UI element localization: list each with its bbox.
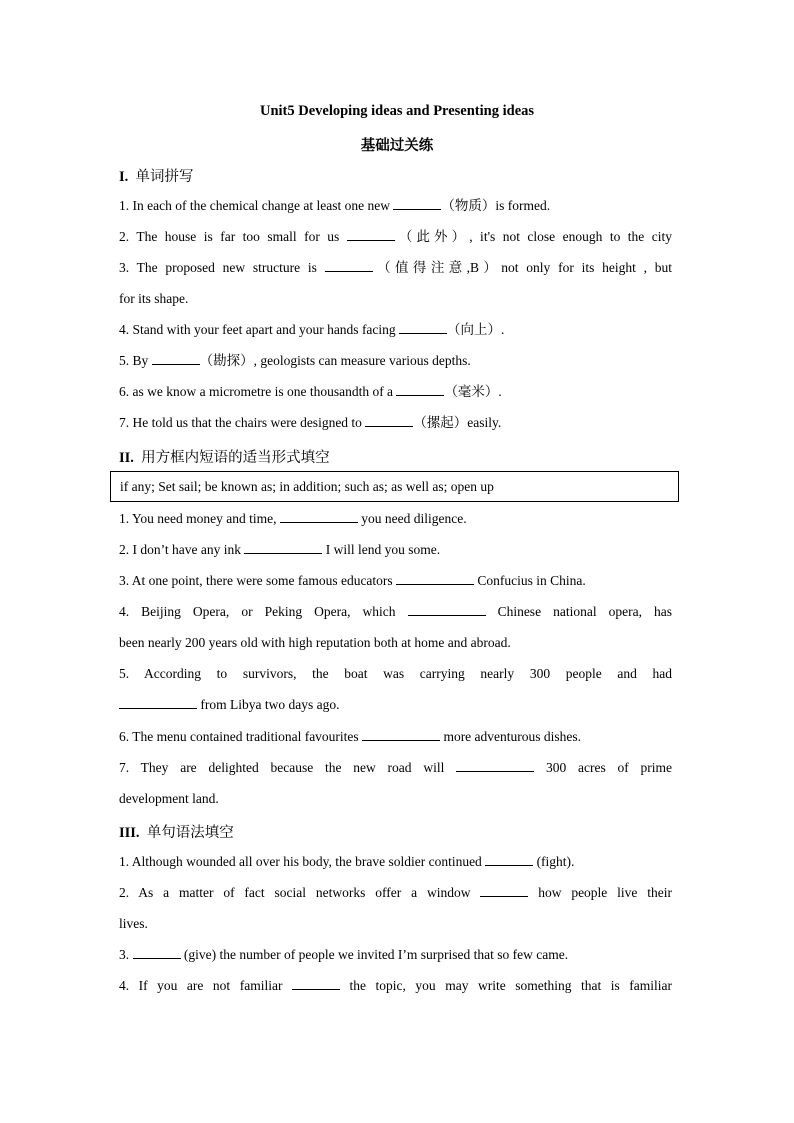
answer-blank[interactable]	[399, 321, 447, 334]
s3-question-3: 3. (give) the number of people we invited I’m surprised that so few came.	[119, 947, 569, 962]
s1-question-4: 4. Stand with your feet apart and your hands facing （向上）.	[119, 322, 505, 337]
section-3-number: III.	[119, 825, 140, 841]
answer-blank[interactable]	[152, 352, 200, 365]
section-3-title: 单句语法填空	[146, 825, 234, 841]
s2-question-2: 2. I don’t have any ink I will lend you some.	[119, 542, 441, 557]
answer-blank[interactable]	[280, 510, 358, 523]
answer-blank[interactable]	[396, 572, 474, 585]
s2-question-6: 6. The menu contained traditional favourites more adventurous dishes.	[119, 729, 582, 744]
s3-question-1: 1. Although wounded all over his body, the brave soldier continued (fight).	[119, 854, 575, 869]
answer-blank[interactable]	[119, 696, 197, 709]
section-1-title: 单词拼写	[135, 169, 194, 185]
s3-question-2: 2. As a matter of fact social networks offer a window how people live their	[119, 885, 673, 900]
s1-question-1: 1. In each of the chemical change at least one new （物质）is formed.	[119, 198, 551, 213]
answer-blank[interactable]	[365, 414, 413, 427]
s2-question-7: 7. They are delighted because the new road will 300 acres of prime	[119, 760, 673, 775]
s1-question-3: 3. The proposed new structure is （值得注意,B）not only for its height , but	[119, 260, 673, 275]
s3-question-4: 4. If you are not familiar the topic, you may write something that is familiar	[119, 978, 673, 993]
answer-blank[interactable]	[408, 603, 486, 616]
answer-blank[interactable]	[244, 541, 322, 554]
phrase-box: if any; Set sail; be known as; in addition; such as; as well as; open up	[110, 471, 679, 502]
section-3-heading	[119, 821, 234, 842]
answer-blank[interactable]	[362, 728, 440, 741]
answer-blank[interactable]	[325, 259, 373, 272]
page-subtitle: 基础过关练	[360, 138, 434, 154]
answer-blank[interactable]	[485, 853, 533, 866]
s2-question-4-continued: been nearly 200 years old with high reputation both at home and abroad.	[119, 635, 511, 650]
section-1-number: I.	[119, 169, 129, 185]
s1-question-3-continued: for its shape.	[119, 291, 189, 306]
answer-blank[interactable]	[133, 946, 181, 959]
s1-question-5: 5. By （勘探）, geologists can measure various depths.	[119, 353, 471, 368]
s2-question-3: 3. At one point, there were some famous educators Confucius in China.	[119, 573, 586, 588]
section-2-number: II.	[119, 450, 134, 466]
answer-blank[interactable]	[396, 383, 444, 396]
s2-question-5: 5. According to survivors, the boat was carrying nearly 300 people and had	[119, 666, 672, 681]
section-1-heading	[119, 165, 194, 186]
section-2-title: 用方框内短语的适当形式填空	[141, 450, 330, 466]
answer-blank[interactable]	[292, 977, 340, 990]
answer-blank[interactable]	[456, 759, 534, 772]
s3-question-2-continued: lives.	[119, 916, 148, 931]
s2-question-7-continued: development land.	[119, 791, 219, 806]
s2-question-5-continued: from Libya two days ago.	[119, 696, 672, 714]
s1-question-7: 7. He told us that the chairs were designed to （摞起）easily.	[119, 415, 502, 430]
answer-blank[interactable]	[393, 197, 441, 210]
s2-question-1: 1. You need money and time, you need diligence.	[119, 511, 467, 526]
s2-question-4: 4. Beijing Opera, or Peking Opera, which Chinese national opera, has	[119, 604, 672, 619]
s1-question-2: 2. The house is far too small for us （此外）, it's not close enough to the city	[119, 229, 672, 244]
answer-blank[interactable]	[347, 228, 395, 241]
section-2-heading	[119, 446, 330, 467]
s1-question-6: 6. as we know a micrometre is one thousandth of a （毫米）.	[119, 384, 502, 399]
page-title: Unit5 Developing ideas and Presenting ideas	[259, 103, 535, 119]
answer-blank[interactable]	[480, 884, 528, 897]
